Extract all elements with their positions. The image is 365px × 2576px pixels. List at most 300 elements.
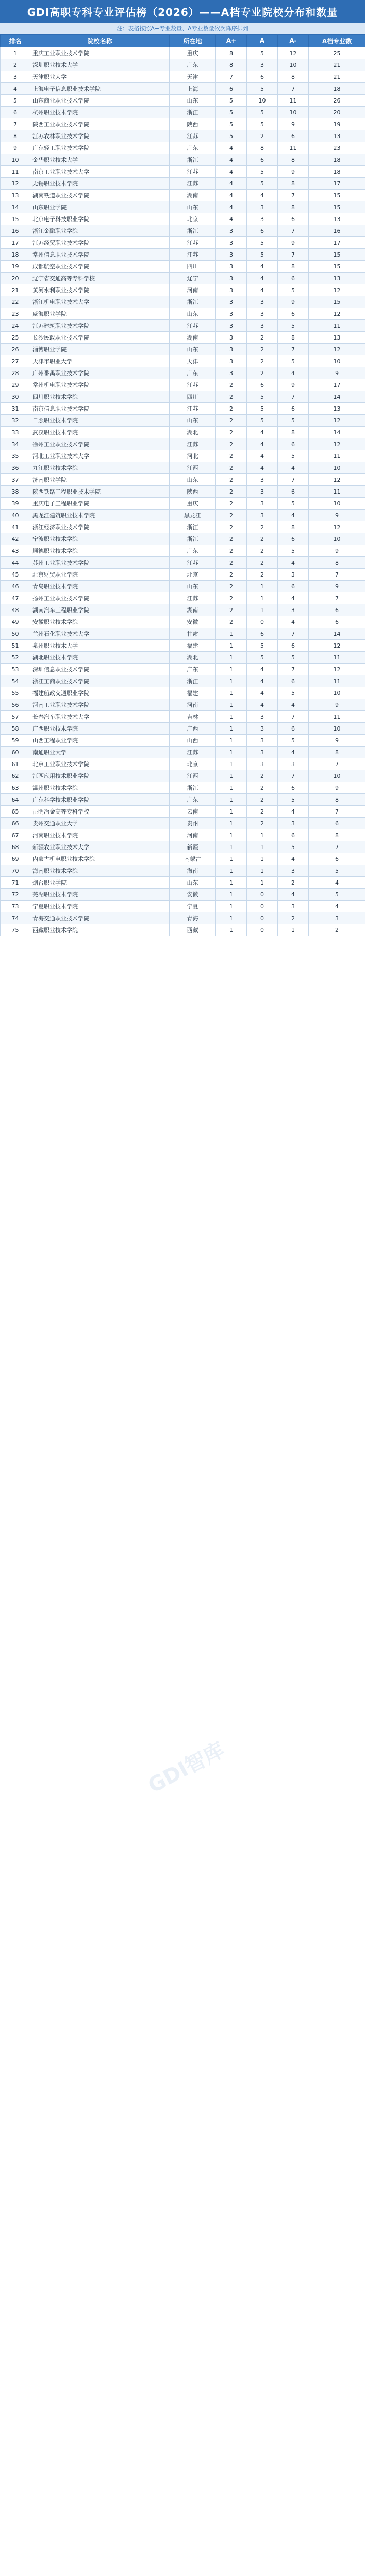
cell-region: 山东 bbox=[170, 877, 216, 889]
cell-total: 21 bbox=[309, 71, 365, 83]
cell-school: 湖南铁道职业技术学院 bbox=[30, 190, 170, 201]
cell-a: 4 bbox=[247, 273, 278, 284]
cell-school: 天津市职业大学 bbox=[30, 355, 170, 367]
cell-total: 10 bbox=[309, 687, 365, 699]
cell-a-minus: 5 bbox=[278, 498, 309, 510]
cell-rank: 2 bbox=[1, 59, 30, 71]
cell-a-minus: 11 bbox=[278, 142, 309, 154]
cell-a: 6 bbox=[247, 379, 278, 391]
cell-a-plus: 3 bbox=[216, 367, 247, 379]
cell-a: 2 bbox=[247, 355, 278, 367]
cell-a-minus: 6 bbox=[278, 675, 309, 687]
cell-rank: 15 bbox=[1, 213, 30, 225]
table-row bbox=[1, 510, 365, 521]
cell-school: 北京电子科技职业学院 bbox=[30, 213, 170, 225]
cell-school: 长沙民政职业技术学院 bbox=[30, 332, 170, 344]
cell-region: 陕西 bbox=[170, 118, 216, 130]
cell-a-minus: 7 bbox=[278, 83, 309, 95]
cell-region: 四川 bbox=[170, 391, 216, 403]
cell-school: 山东商业职业技术学院 bbox=[30, 95, 170, 107]
cell-school: 金华职业技术大学 bbox=[30, 154, 170, 166]
cell-total: 6 bbox=[309, 604, 365, 616]
cell-a: 3 bbox=[247, 59, 278, 71]
ranking-table-body bbox=[1, 47, 365, 936]
cell-a: 4 bbox=[247, 664, 278, 675]
cell-total: 6 bbox=[309, 616, 365, 628]
cell-region: 浙江 bbox=[170, 782, 216, 794]
cell-total: 12 bbox=[309, 344, 365, 355]
cell-a: 5 bbox=[247, 237, 278, 249]
cell-total: 18 bbox=[309, 83, 365, 95]
cell-a-plus: 2 bbox=[216, 510, 247, 521]
cell-a: 5 bbox=[247, 391, 278, 403]
cell-a-minus: 4 bbox=[278, 853, 309, 865]
cell-a: 1 bbox=[247, 877, 278, 889]
cell-a: 2 bbox=[247, 782, 278, 794]
cell-region: 湖北 bbox=[170, 427, 216, 438]
cell-school: 广东科学技术职业学院 bbox=[30, 794, 170, 806]
cell-a: 5 bbox=[247, 47, 278, 59]
cell-a: 3 bbox=[247, 747, 278, 758]
cell-a-plus: 2 bbox=[216, 391, 247, 403]
cell-a-minus: 2 bbox=[278, 912, 309, 924]
cell-a: 0 bbox=[247, 889, 278, 901]
cell-total: 10 bbox=[309, 770, 365, 782]
table-row bbox=[1, 841, 365, 853]
cell-a-minus: 9 bbox=[278, 166, 309, 178]
cell-a: 3 bbox=[247, 320, 278, 332]
cell-school: 扬州工业职业技术学院 bbox=[30, 592, 170, 604]
cell-a-minus: 6 bbox=[278, 130, 309, 142]
cell-a-plus: 8 bbox=[216, 59, 247, 71]
table-row bbox=[1, 107, 365, 118]
cell-total: 12 bbox=[309, 640, 365, 652]
cell-school: 成都航空职业技术学院 bbox=[30, 261, 170, 273]
cell-region: 广东 bbox=[170, 367, 216, 379]
table-row bbox=[1, 213, 365, 225]
cell-school: 浙江工商职业技术学院 bbox=[30, 675, 170, 687]
cell-rank: 25 bbox=[1, 332, 30, 344]
cell-a: 4 bbox=[247, 450, 278, 462]
cell-a-plus: 1 bbox=[216, 794, 247, 806]
cell-total: 8 bbox=[309, 557, 365, 569]
cell-a-plus: 3 bbox=[216, 355, 247, 367]
cell-region: 江苏 bbox=[170, 249, 216, 261]
cell-a: 3 bbox=[247, 308, 278, 320]
cell-region: 山东 bbox=[170, 95, 216, 107]
cell-school: 芜湖职业技术学院 bbox=[30, 889, 170, 901]
cell-rank: 31 bbox=[1, 403, 30, 415]
cell-a-plus: 2 bbox=[216, 427, 247, 438]
cell-a-minus: 12 bbox=[278, 47, 309, 59]
cell-a-minus: 4 bbox=[278, 889, 309, 901]
cell-rank: 7 bbox=[1, 118, 30, 130]
cell-region: 重庆 bbox=[170, 47, 216, 59]
cell-a-plus: 3 bbox=[216, 249, 247, 261]
cell-a: 2 bbox=[247, 569, 278, 581]
cell-a-minus: 10 bbox=[278, 107, 309, 118]
table-row bbox=[1, 747, 365, 758]
cell-a: 1 bbox=[247, 853, 278, 865]
cell-a: 0 bbox=[247, 901, 278, 912]
cell-a-minus: 4 bbox=[278, 592, 309, 604]
cell-a: 4 bbox=[247, 699, 278, 711]
cell-a-plus: 3 bbox=[216, 296, 247, 308]
cell-a: 1 bbox=[247, 604, 278, 616]
cell-a-plus: 2 bbox=[216, 616, 247, 628]
cell-a: 3 bbox=[247, 486, 278, 498]
cell-rank: 32 bbox=[1, 415, 30, 427]
cell-total: 15 bbox=[309, 201, 365, 213]
table-row bbox=[1, 675, 365, 687]
cell-a-minus: 8 bbox=[278, 521, 309, 533]
cell-a-minus: 3 bbox=[278, 569, 309, 581]
cell-school: 泉州职业技术大学 bbox=[30, 640, 170, 652]
cell-a: 5 bbox=[247, 118, 278, 130]
cell-a-minus: 5 bbox=[278, 355, 309, 367]
table-row bbox=[1, 201, 365, 213]
cell-school: 海南职业技术学院 bbox=[30, 865, 170, 877]
cell-a-minus: 5 bbox=[278, 284, 309, 296]
table-row bbox=[1, 142, 365, 154]
table-row bbox=[1, 735, 365, 747]
cell-a-plus: 2 bbox=[216, 581, 247, 592]
cell-a-minus: 11 bbox=[278, 95, 309, 107]
cell-school: 天津职业大学 bbox=[30, 71, 170, 83]
cell-rank: 43 bbox=[1, 545, 30, 557]
cell-school: 江苏建筑职业技术学院 bbox=[30, 320, 170, 332]
cell-region: 海南 bbox=[170, 865, 216, 877]
table-row bbox=[1, 427, 365, 438]
table-row bbox=[1, 699, 365, 711]
cell-total: 16 bbox=[309, 225, 365, 237]
cell-a-minus: 6 bbox=[278, 782, 309, 794]
table-row bbox=[1, 664, 365, 675]
cell-a-minus: 8 bbox=[278, 427, 309, 438]
table-row bbox=[1, 166, 365, 178]
cell-school: 山东职业学院 bbox=[30, 201, 170, 213]
cell-total: 15 bbox=[309, 296, 365, 308]
cell-a-plus: 3 bbox=[216, 273, 247, 284]
cell-a: 5 bbox=[247, 178, 278, 190]
cell-a-minus: 8 bbox=[278, 71, 309, 83]
cell-a-minus: 9 bbox=[278, 296, 309, 308]
cell-a-plus: 1 bbox=[216, 699, 247, 711]
cell-a-plus: 3 bbox=[216, 320, 247, 332]
cell-school: 陕西铁路工程职业技术学院 bbox=[30, 486, 170, 498]
cell-rank: 74 bbox=[1, 912, 30, 924]
cell-region: 山东 bbox=[170, 201, 216, 213]
page-title: GDI高职专科专业评估榜（2026）——A档专业院校分布和数量 bbox=[0, 0, 365, 23]
cell-a-minus: 6 bbox=[278, 438, 309, 450]
cell-school: 广西职业技术学院 bbox=[30, 723, 170, 735]
cell-a-plus: 2 bbox=[216, 569, 247, 581]
cell-a-plus: 7 bbox=[216, 71, 247, 83]
cell-school: 日照职业技术学院 bbox=[30, 415, 170, 427]
table-row bbox=[1, 818, 365, 829]
cell-region: 山西 bbox=[170, 735, 216, 747]
cell-a-minus: 7 bbox=[278, 664, 309, 675]
cell-region: 吉林 bbox=[170, 711, 216, 723]
cell-a-minus: 6 bbox=[278, 829, 309, 841]
cell-school: 宁波职业技术学院 bbox=[30, 533, 170, 545]
cell-school: 广州番禺职业技术学院 bbox=[30, 367, 170, 379]
cell-a: 6 bbox=[247, 71, 278, 83]
cell-total: 12 bbox=[309, 474, 365, 486]
table-row bbox=[1, 628, 365, 640]
cell-a-minus: 5 bbox=[278, 545, 309, 557]
cell-a: 4 bbox=[247, 261, 278, 273]
cell-a-plus: 1 bbox=[216, 747, 247, 758]
table-row bbox=[1, 569, 365, 581]
table-row bbox=[1, 521, 365, 533]
cell-school: 九江职业技术学院 bbox=[30, 462, 170, 474]
cell-a-plus: 1 bbox=[216, 806, 247, 818]
table-row bbox=[1, 782, 365, 794]
cell-region: 福建 bbox=[170, 687, 216, 699]
cell-a-minus: 5 bbox=[278, 794, 309, 806]
cell-a-plus: 2 bbox=[216, 498, 247, 510]
cell-school: 安徽职业技术学院 bbox=[30, 616, 170, 628]
cell-a-plus: 5 bbox=[216, 118, 247, 130]
cell-region: 江西 bbox=[170, 770, 216, 782]
cell-a-plus: 2 bbox=[216, 415, 247, 427]
cell-total: 7 bbox=[309, 806, 365, 818]
cell-rank: 33 bbox=[1, 427, 30, 438]
cell-rank: 63 bbox=[1, 782, 30, 794]
table-row bbox=[1, 829, 365, 841]
cell-total: 9 bbox=[309, 782, 365, 794]
cell-total: 14 bbox=[309, 427, 365, 438]
cell-a: 3 bbox=[247, 474, 278, 486]
cell-rank: 27 bbox=[1, 355, 30, 367]
cell-a: 5 bbox=[247, 83, 278, 95]
cell-a-plus: 5 bbox=[216, 95, 247, 107]
table-row bbox=[1, 474, 365, 486]
cell-a-plus: 2 bbox=[216, 521, 247, 533]
cell-region: 黑龙江 bbox=[170, 510, 216, 521]
cell-school: 温州职业技术学院 bbox=[30, 782, 170, 794]
cell-school: 烟台职业学院 bbox=[30, 877, 170, 889]
cell-a-plus: 4 bbox=[216, 142, 247, 154]
cell-a-minus: 4 bbox=[278, 510, 309, 521]
cell-total: 7 bbox=[309, 758, 365, 770]
cell-a-minus: 4 bbox=[278, 616, 309, 628]
cell-a-minus: 6 bbox=[278, 533, 309, 545]
cell-rank: 1 bbox=[1, 47, 30, 59]
cell-a-plus: 1 bbox=[216, 829, 247, 841]
cell-rank: 67 bbox=[1, 829, 30, 841]
cell-total: 10 bbox=[309, 498, 365, 510]
column-header-school: 院校名称 bbox=[30, 35, 170, 47]
cell-total: 2 bbox=[309, 924, 365, 936]
cell-region: 河南 bbox=[170, 829, 216, 841]
cell-total: 9 bbox=[309, 581, 365, 592]
cell-a: 4 bbox=[247, 687, 278, 699]
cell-a: 2 bbox=[247, 545, 278, 557]
cell-total: 7 bbox=[309, 569, 365, 581]
cell-region: 辽宁 bbox=[170, 273, 216, 284]
cell-rank: 70 bbox=[1, 865, 30, 877]
cell-a: 3 bbox=[247, 201, 278, 213]
cell-a-plus: 3 bbox=[216, 308, 247, 320]
cell-total: 10 bbox=[309, 723, 365, 735]
cell-a-plus: 1 bbox=[216, 711, 247, 723]
cell-a-plus: 1 bbox=[216, 889, 247, 901]
cell-rank: 40 bbox=[1, 510, 30, 521]
cell-region: 内蒙古 bbox=[170, 853, 216, 865]
table-row bbox=[1, 545, 365, 557]
cell-rank: 42 bbox=[1, 533, 30, 545]
cell-school: 武汉职业技术学院 bbox=[30, 427, 170, 438]
table-row bbox=[1, 379, 365, 391]
table-row bbox=[1, 853, 365, 865]
cell-rank: 61 bbox=[1, 758, 30, 770]
cell-a-minus: 6 bbox=[278, 308, 309, 320]
cell-region: 北京 bbox=[170, 758, 216, 770]
cell-rank: 45 bbox=[1, 569, 30, 581]
cell-rank: 4 bbox=[1, 83, 30, 95]
cell-total: 10 bbox=[309, 355, 365, 367]
cell-total: 5 bbox=[309, 865, 365, 877]
cell-a-plus: 3 bbox=[216, 237, 247, 249]
cell-a-plus: 1 bbox=[216, 723, 247, 735]
cell-a-minus: 5 bbox=[278, 450, 309, 462]
cell-rank: 22 bbox=[1, 296, 30, 308]
cell-a-plus: 2 bbox=[216, 533, 247, 545]
cell-school: 江苏农林职业技术学院 bbox=[30, 130, 170, 142]
cell-school: 淄博职业学院 bbox=[30, 344, 170, 355]
table-row bbox=[1, 462, 365, 474]
cell-a-minus: 3 bbox=[278, 901, 309, 912]
table-row bbox=[1, 83, 365, 95]
cell-a-plus: 1 bbox=[216, 628, 247, 640]
table-row bbox=[1, 770, 365, 782]
cell-rank: 23 bbox=[1, 308, 30, 320]
cell-total: 12 bbox=[309, 284, 365, 296]
cell-a: 1 bbox=[247, 841, 278, 853]
table-row bbox=[1, 438, 365, 450]
table-row bbox=[1, 723, 365, 735]
cell-total: 8 bbox=[309, 794, 365, 806]
cell-a-plus: 3 bbox=[216, 344, 247, 355]
column-header-total: A档专业数 bbox=[309, 35, 365, 47]
cell-region: 山东 bbox=[170, 415, 216, 427]
cell-region: 江西 bbox=[170, 462, 216, 474]
cell-school: 常州机电职业技术学院 bbox=[30, 379, 170, 391]
table-row bbox=[1, 924, 365, 936]
table-row bbox=[1, 71, 365, 83]
cell-a: 8 bbox=[247, 142, 278, 154]
cell-rank: 46 bbox=[1, 581, 30, 592]
cell-a-plus: 1 bbox=[216, 841, 247, 853]
cell-school: 重庆电子工程职业学院 bbox=[30, 498, 170, 510]
table-row bbox=[1, 403, 365, 415]
cell-rank: 5 bbox=[1, 95, 30, 107]
cell-a: 3 bbox=[247, 296, 278, 308]
cell-a: 2 bbox=[247, 130, 278, 142]
cell-total: 9 bbox=[309, 699, 365, 711]
cell-rank: 59 bbox=[1, 735, 30, 747]
cell-region: 江苏 bbox=[170, 438, 216, 450]
cell-rank: 62 bbox=[1, 770, 30, 782]
cell-school: 徐州工业职业技术学院 bbox=[30, 438, 170, 450]
cell-rank: 13 bbox=[1, 190, 30, 201]
cell-school: 河南工业职业技术学院 bbox=[30, 699, 170, 711]
cell-rank: 24 bbox=[1, 320, 30, 332]
cell-school: 内蒙古机电职业技术学院 bbox=[30, 853, 170, 865]
cell-school: 辽宁省交通高等专科学校 bbox=[30, 273, 170, 284]
cell-school: 长春汽车职业技术大学 bbox=[30, 711, 170, 723]
cell-school: 常州信息职业技术学院 bbox=[30, 249, 170, 261]
cell-rank: 60 bbox=[1, 747, 30, 758]
cell-total: 15 bbox=[309, 261, 365, 273]
cell-a-minus: 7 bbox=[278, 225, 309, 237]
table-row bbox=[1, 332, 365, 344]
cell-region: 山东 bbox=[170, 474, 216, 486]
table-note: 注：表格按照A+专业数量、A专业数量依次降序排列 bbox=[0, 23, 365, 34]
cell-a: 2 bbox=[247, 367, 278, 379]
cell-a: 6 bbox=[247, 225, 278, 237]
cell-total: 5 bbox=[309, 889, 365, 901]
cell-a-minus: 8 bbox=[278, 261, 309, 273]
cell-school: 北京财贸职业学院 bbox=[30, 569, 170, 581]
cell-school: 贵州交通职业大学 bbox=[30, 818, 170, 829]
cell-a: 3 bbox=[247, 735, 278, 747]
cell-total: 26 bbox=[309, 95, 365, 107]
cell-school: 济南职业学院 bbox=[30, 474, 170, 486]
cell-school: 南通职业大学 bbox=[30, 747, 170, 758]
table-row bbox=[1, 225, 365, 237]
cell-region: 河南 bbox=[170, 699, 216, 711]
cell-school: 河南职业技术学院 bbox=[30, 829, 170, 841]
cell-total: 15 bbox=[309, 190, 365, 201]
cell-a-plus: 2 bbox=[216, 403, 247, 415]
cell-a-plus: 1 bbox=[216, 924, 247, 936]
cell-total: 10 bbox=[309, 462, 365, 474]
cell-rank: 3 bbox=[1, 71, 30, 83]
cell-rank: 21 bbox=[1, 284, 30, 296]
cell-rank: 57 bbox=[1, 711, 30, 723]
table-row bbox=[1, 118, 365, 130]
cell-total: 18 bbox=[309, 166, 365, 178]
cell-total: 10 bbox=[309, 533, 365, 545]
cell-a: 2 bbox=[247, 806, 278, 818]
cell-a-plus: 2 bbox=[216, 592, 247, 604]
cell-rank: 53 bbox=[1, 664, 30, 675]
cell-a-minus: 7 bbox=[278, 391, 309, 403]
cell-a-minus: 7 bbox=[278, 344, 309, 355]
cell-a-minus: 6 bbox=[278, 640, 309, 652]
table-row bbox=[1, 794, 365, 806]
cell-a: 4 bbox=[247, 427, 278, 438]
table-row bbox=[1, 865, 365, 877]
cell-a-minus: 9 bbox=[278, 237, 309, 249]
cell-school: 杭州职业技术学院 bbox=[30, 107, 170, 118]
cell-a: 5 bbox=[247, 415, 278, 427]
cell-a-plus: 4 bbox=[216, 166, 247, 178]
cell-a-plus: 1 bbox=[216, 652, 247, 664]
cell-rank: 47 bbox=[1, 592, 30, 604]
cell-a: 3 bbox=[247, 711, 278, 723]
cell-region: 贵州 bbox=[170, 818, 216, 829]
cell-school: 四川职业技术学院 bbox=[30, 391, 170, 403]
table-row bbox=[1, 154, 365, 166]
cell-a: 0 bbox=[247, 924, 278, 936]
cell-rank: 12 bbox=[1, 178, 30, 190]
cell-a: 5 bbox=[247, 652, 278, 664]
table-row bbox=[1, 901, 365, 912]
